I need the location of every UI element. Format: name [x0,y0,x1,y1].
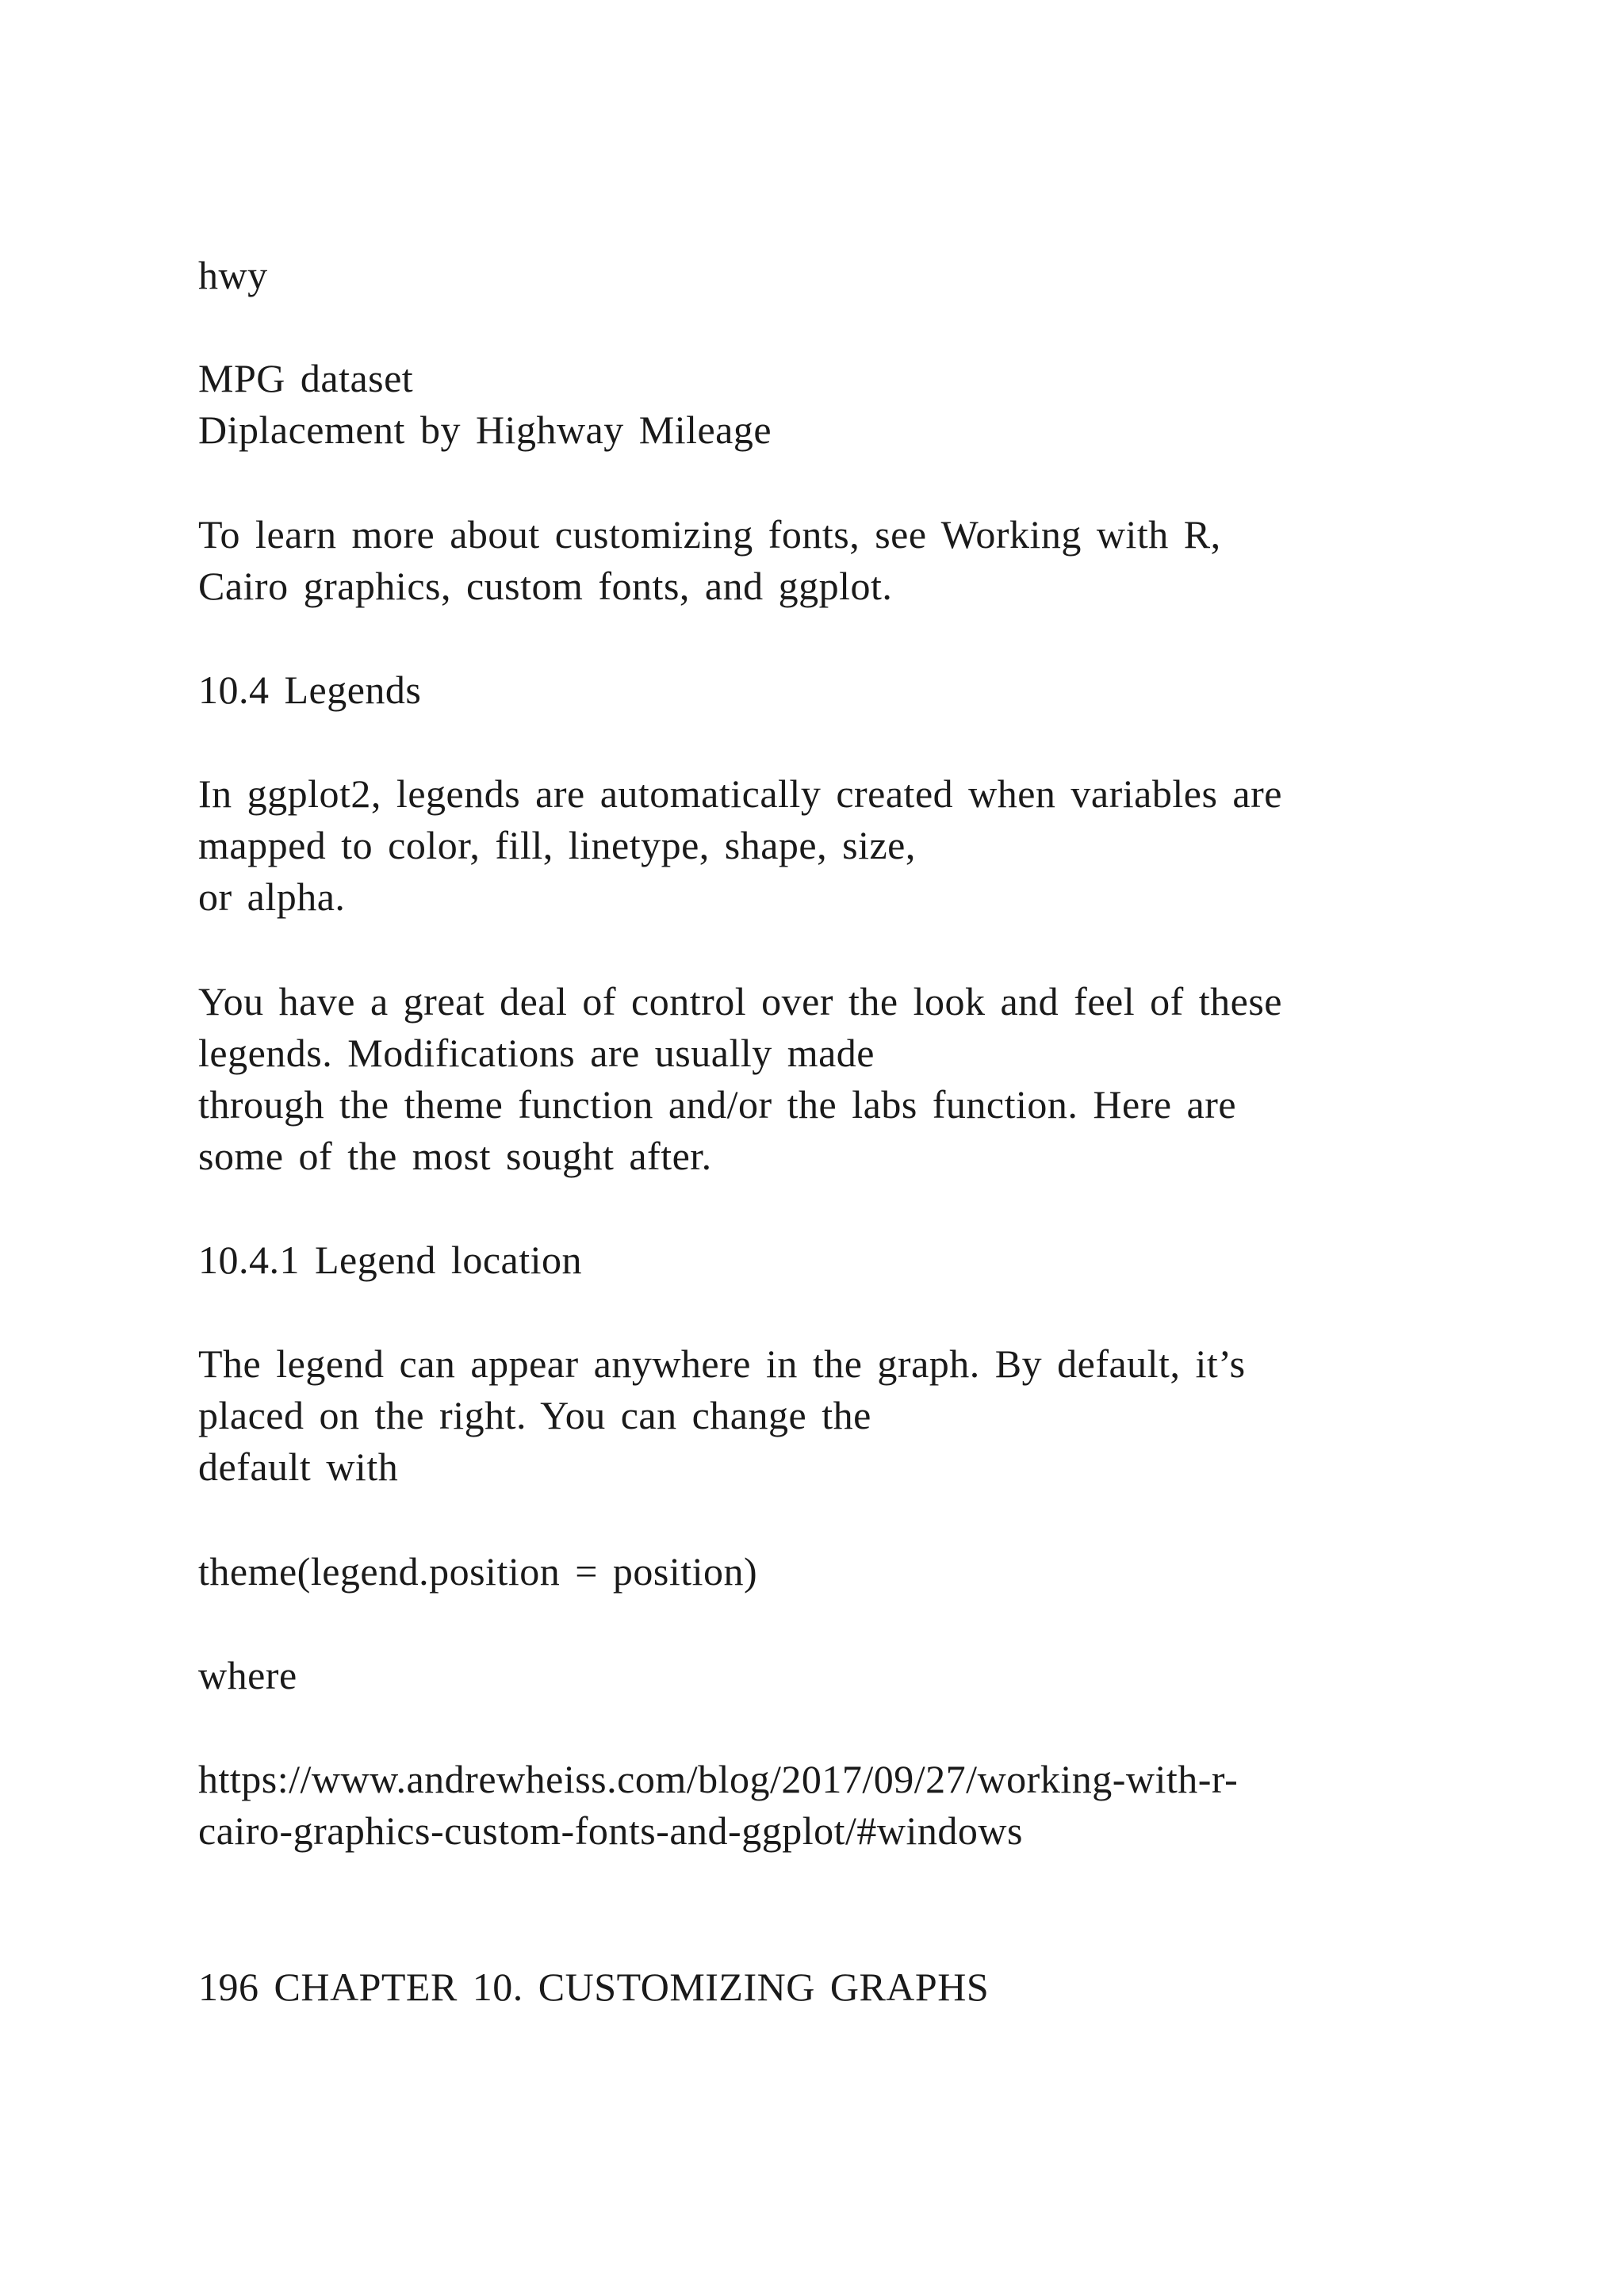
paragraph-line: legends. Modifications are usually made [198,1031,875,1075]
footnote-url-line: https://www.andrewheiss.com/blog/2017/09/27/working-with-r- [198,1757,1239,1801]
paragraph-line: some of the most sought after. [198,1134,712,1178]
axis-label-text: hwy [198,253,268,297]
footnote-url-line: cairo-graphics-custom-fonts-and-ggplot/#windows [198,1808,1023,1853]
paragraph-line: where [198,1653,297,1697]
plot-subtitle-text: Diplacement by Highway Mileage [198,408,772,452]
paragraph-line: or alpha. [198,874,346,919]
paragraph-line: You have a great deal of control over the look and feel of these [198,979,1282,1024]
paragraph-line: Cairo graphics, custom fonts, and ggplot. [198,564,893,608]
page-footer: 196 CHAPTER 10. CUSTOMIZING GRAPHS [198,1965,990,2009]
paragraph-line: The legend can appear anywhere in the graph. By default, it’s [198,1341,1246,1386]
code-line: theme(legend.position = position) [198,1549,758,1594]
paragraph-line: placed on the right. You can change the [198,1393,871,1437]
paragraph-line: default with [198,1445,399,1489]
plot-title-text: MPG dataset [198,356,414,400]
paragraph-line: In ggplot2, legends are automatically created when variables are [198,771,1282,816]
subsection-heading: 10.4.1 Legend location [198,1238,582,1282]
paragraph-line: through the theme function and/or the labs function. Here are [198,1082,1237,1127]
paragraph-line: To learn more about customizing fonts, see Working with R, [198,512,1221,557]
section-heading: 10.4 Legends [198,668,422,712]
paragraph-line: mapped to color, fill, linetype, shape, size, [198,823,916,867]
